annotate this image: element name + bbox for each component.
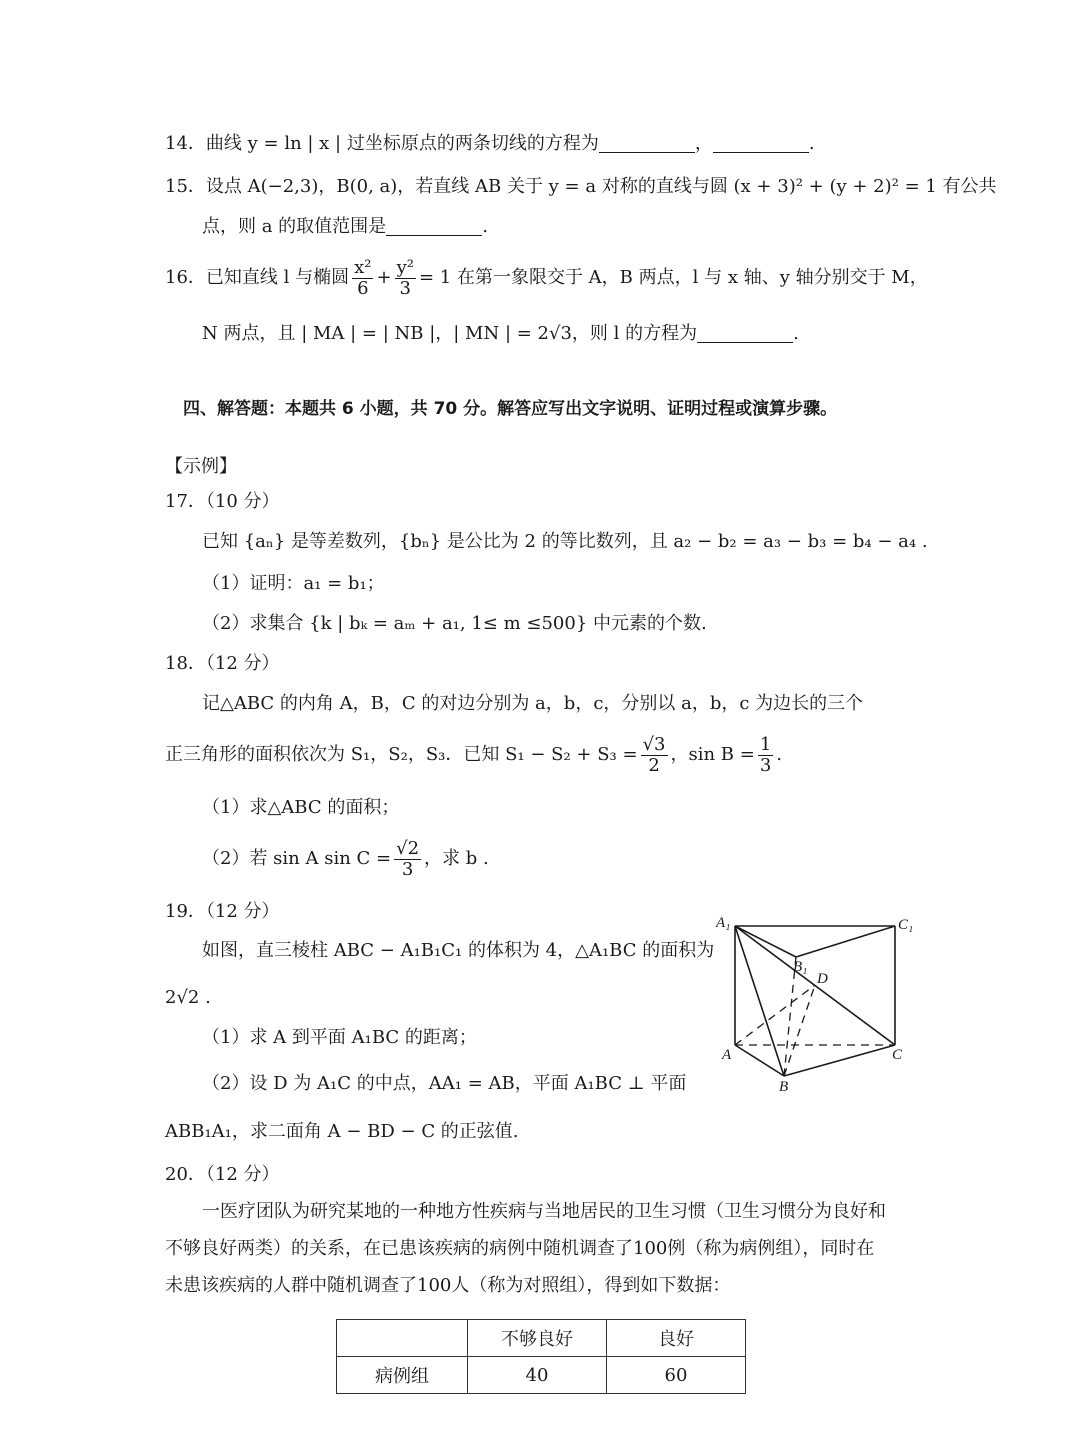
- question-17-stem: 已知 {aₙ} 是等差数列，{bₙ} 是公比为 2 的等比数列，且 a₂ − b₂ = a₃ − b₃ = b₄ − a₄ .: [202, 531, 928, 552]
- question-18-line1: 记△ABC 的内角 A，B，C 的对边分别为 a，b，c，分别以 a，b，c 为边长的三个: [202, 693, 864, 714]
- edge-ad-hidden: [735, 985, 815, 1045]
- label-a1: A₁: [716, 915, 731, 931]
- question-16-line2: N 两点，且 | MA | = | NB |，| MN | = 2√3，则 l 的方程为 .: [202, 323, 799, 344]
- label-b1: B₁: [793, 959, 808, 975]
- question-15-line2: 点，则 a 的取值范围是 .: [202, 216, 488, 237]
- question-19-part1: （1）求 A 到平面 A₁BC 的距离；: [202, 1027, 477, 1048]
- fraction: $\frac{√2}{3}$: [396, 837, 420, 880]
- table-cell: 病例组: [337, 1357, 468, 1394]
- question-18-part1: （1）求△ABC 的面积；: [202, 797, 400, 818]
- question-19-part2-cont: ABB₁A₁，求二面角 A − BD − C 的正弦值.: [165, 1121, 519, 1142]
- edge-b1c1: [796, 926, 895, 957]
- question-18-part2: （2）若 sin A sin C = $\frac{√2}{3}$ ，求 b .: [202, 837, 489, 880]
- edge-ab: [735, 1045, 784, 1076]
- table-cell: 40: [468, 1357, 607, 1394]
- question-17-part2: （2）求集合 {k | bₖ = aₘ + a₁, 1≤ m ≤500} 中元素的个数.: [202, 613, 707, 634]
- question-19-line2: 2√2 .: [165, 987, 211, 1008]
- table-header-cell: 不够良好: [468, 1320, 607, 1357]
- label-d: D: [817, 971, 828, 987]
- question-15: 15．设点 A(−2,3)，B(0, a)，若直线 AB 关于 y = a 对称的直线与圆 (x + 3)² + (y + 2)² = 1 有公共: [165, 176, 997, 197]
- answer-blank[interactable]: [713, 134, 809, 153]
- table-cell: 60: [607, 1357, 746, 1394]
- label-a: A: [722, 1047, 732, 1063]
- question-19-line1: 如图，直三棱柱 ABC − A₁B₁C₁ 的体积为 4，△A₁BC 的面积为: [202, 940, 715, 961]
- question-20-line1: 一医疗团队为研究某地的一种地方性疾病与当地居民的卫生习惯（卫生习惯分为良好和: [202, 1201, 886, 1222]
- prism-figure: [700, 905, 930, 1100]
- table-header-row: [337, 1320, 746, 1357]
- label-c1: C₁: [898, 917, 914, 933]
- question-17-head: 17．（10 分）: [165, 491, 280, 512]
- fraction: $\frac{\text{x²}}{6}$: [354, 256, 372, 299]
- section-heading: 四、解答题：本题共 6 小题，共 70 分。解答应写出文字说明、证明过程或演算步骤。: [183, 399, 838, 419]
- fraction: $\frac{√3}{2}$: [642, 733, 666, 776]
- edge-bc: [784, 1045, 895, 1076]
- answer-blank[interactable]: [697, 324, 793, 343]
- question-18-line2: 正三角形的面积依次为 S₁，S₂，S₃．已知 S₁ − S₂ + S₃ = $\frac{√3}{2}$ ，sin B = $\frac{1}{3}$ .: [165, 733, 783, 776]
- table-header-cell: 良好: [607, 1320, 746, 1357]
- question-20-head: 20．（12 分）: [165, 1164, 280, 1185]
- edge-a1b: [735, 926, 784, 1076]
- label-b: B: [779, 1079, 789, 1095]
- fraction: $\frac{1}{3}$: [759, 733, 772, 776]
- answer-blank[interactable]: [599, 134, 695, 153]
- question-14: 14．曲线 y = ln | x | 过坐标原点的两条切线的方程为 ， .: [165, 133, 815, 154]
- question-18-head: 18．（12 分）: [165, 653, 280, 674]
- data-table: [336, 1319, 746, 1394]
- answer-blank[interactable]: [386, 217, 482, 236]
- question-19-head: 19．（12 分）: [165, 901, 280, 922]
- fraction: $\frac{\text{y²}}{3}$: [396, 256, 414, 299]
- question-20-line2: 不够良好两类）的关系，在已患该疾病的病例中随机调查了100例（称为病例组），同时在: [165, 1238, 875, 1259]
- question-16: 16．已知直线 l 与椭圆 $\frac{\text{x²}}{6}$ + $\frac{\text{y²}}{3}$ = 1 在第一象限交于 A，B 两点，l 与 x 轴、y 轴分别交于 M，: [165, 256, 928, 299]
- question-19-part2: （2）设 D 为 A₁C 的中点，AA₁ = AB，平面 A₁BC ⊥ 平面: [202, 1073, 687, 1094]
- question-20-line3: 未患该疾病的人群中随机调查了100人（称为对照组），得到如下数据：: [165, 1275, 731, 1296]
- table-header-cell: [337, 1320, 468, 1357]
- question-17-part1: （1）证明：a₁ = b₁；: [202, 573, 385, 594]
- table-row: [337, 1357, 746, 1394]
- example-tag: 【示例】: [165, 456, 237, 477]
- label-c: C: [892, 1047, 903, 1063]
